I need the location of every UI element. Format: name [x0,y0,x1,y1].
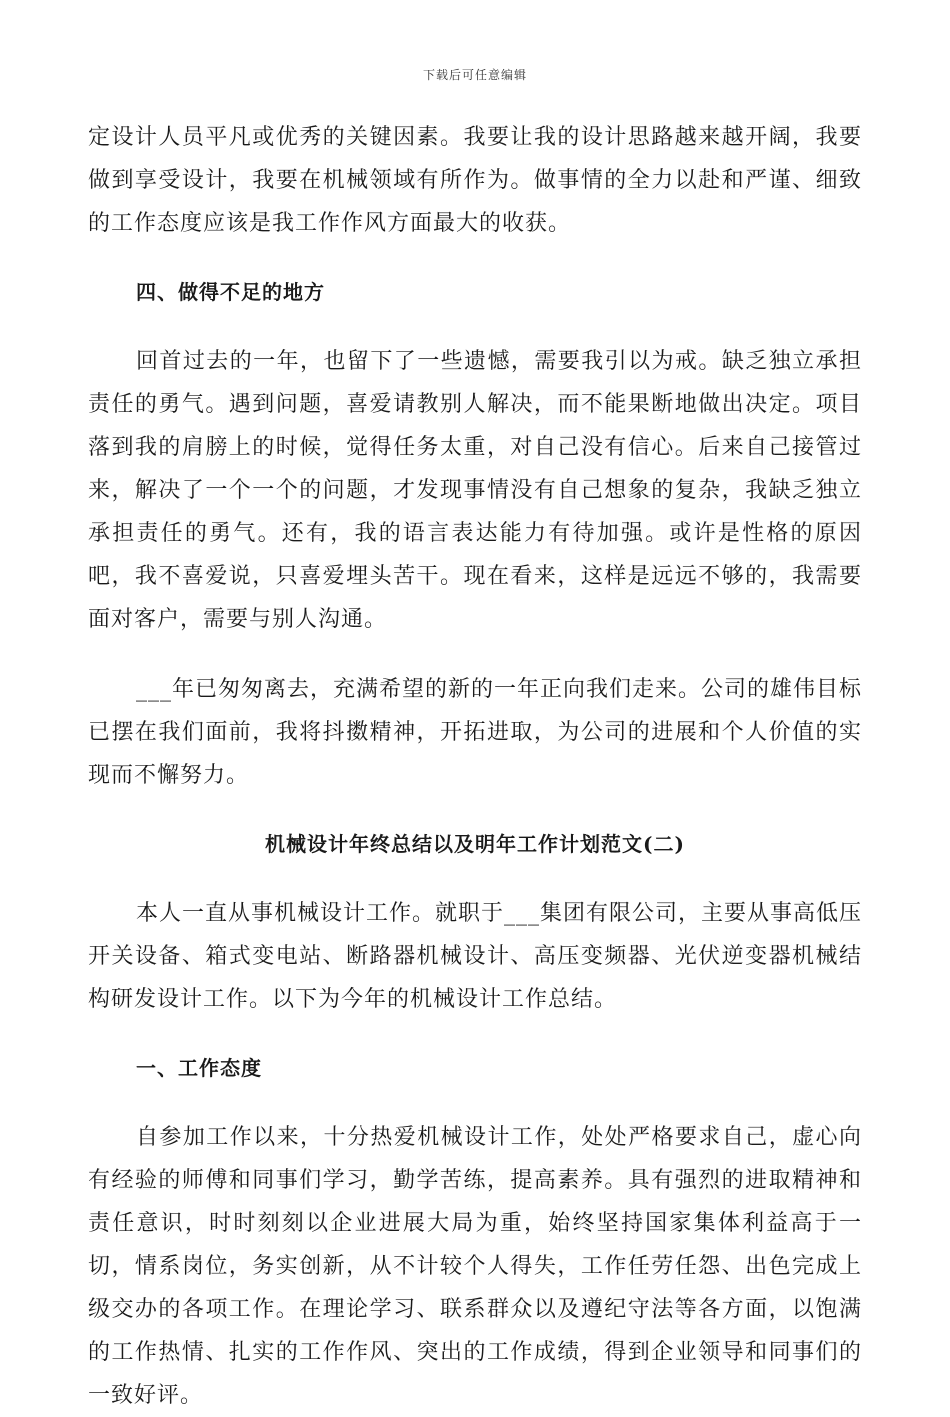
section-heading-shortcomings: 四、做得不足的地方 [136,280,325,304]
spacer [88,245,862,271]
document-title-2: 机械设计年终总结以及明年工作计划范文(二) [265,832,685,856]
section-heading-work-attitude: 一、工作态度 [136,1056,262,1080]
paragraph-intro: 本人一直从事机械设计工作。就职于___集团有限公司，主要从事高低压开关设备、箱式变电站、断路器机械设计、高压变频器、光伏逆变器机械结构研发设计工作。以下为今年的机械设计工作总结。 [88,901,863,1012]
spacer [88,1090,862,1116]
spacer [88,866,862,892]
spacer [88,314,862,340]
paragraph-continuation: 定设计人员平凡或优秀的关键因素。我要让我的设计思路越来越开阔，我要做到享受设计，我要在机械领域有所作为。做事情的全力以赴和严谨、细致的工作态度应该是我工作作风方面最大的收获。 [88,125,862,236]
paragraph-closing: ___年已匆匆离去，充满希望的新的一年正向我们走来。公司的雄伟目标已摆在我们面前，我将抖擞精神，开拓进取，为公司的进展和个人价值的实现而不懈努力。 [88,677,863,788]
spacer [88,641,862,668]
paragraph-work-attitude: 自参加工作以来，十分热爱机械设计工作，处处严格要求自己，虚心向有经验的师傅和同事们学习，勤学苦练，提高素养。具有强烈的进取精神和责任意识，时时刻刻以企业进展大局为重，始终坚持国家集体利益高于一切，情系岗位，务实创新，从不计较个人得失，工作任劳任怨、出色完成上级交办的各项工作。在理论学习、联系群众以及遵纪守法等各方面，以饱满的工作热情、扎实的工作作风、突出的工作成绩，得到企业领导和同事们的一致好评。 [88,1125,862,1408]
spacer [88,797,862,823]
page-header: 下载后可任意编辑 [422,68,527,82]
spacer [88,1021,862,1047]
paragraph-shortcomings: 回首过去的一年，也留下了一些遗憾，需要我引以为戒。缺乏独立承担责任的勇气。遇到问题，喜爱请教别人解决，而不能果断地做出决定。项目落到我的肩膀上的时候，觉得任务太重，对自己没有信心。后来自己接管过来，解决了一个一个的问题，才发现事情没有自己想象的复杂，我缺乏独立承担责任的勇气。还有，我的语言表达能力有待加强。或许是性格的原因吧，我不喜爱说，只喜爱埋头苦干。现在看来，这样是远远不够的，我需要面对客户，需要与别人沟通。 [88,349,862,632]
document-body [88,116,862,1417]
